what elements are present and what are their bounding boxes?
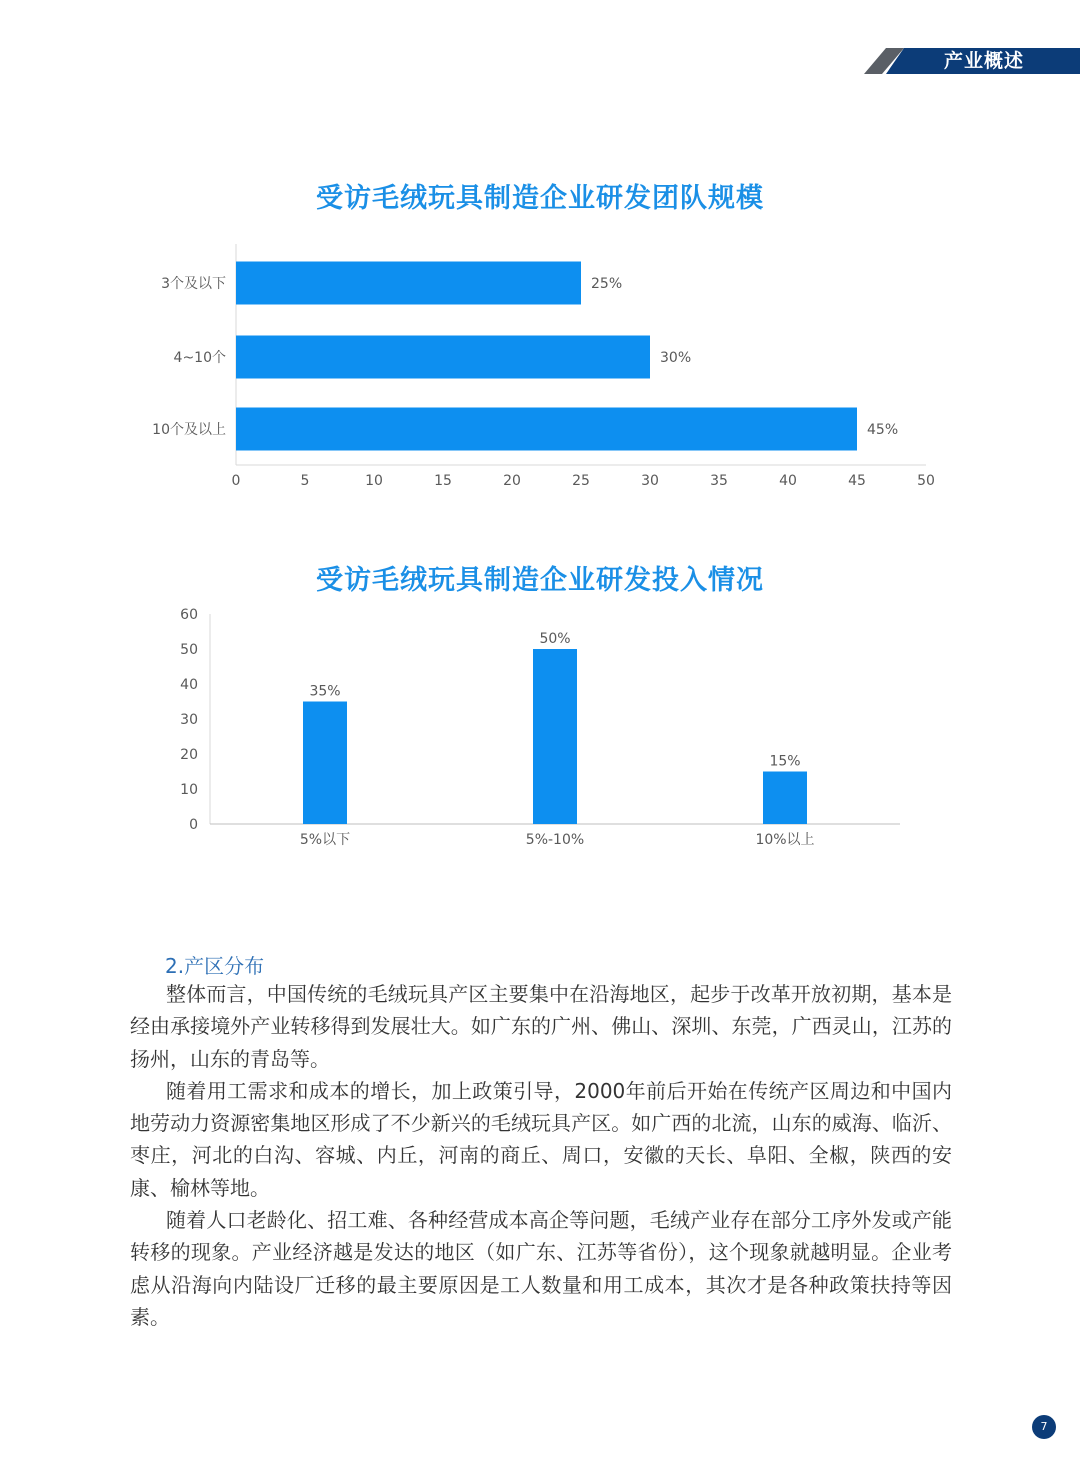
paragraph-1: 整体而言，中国传统的毛绒玩具产区主要集中在沿海地区，起步于改革开放初期，基本是经由承接境外产业转移得到发展壮大。如广东的广州、佛山、深圳、东莞，广西灵山，江苏的扬州，山东的青岛等。 bbox=[130, 982, 952, 1071]
data-label: 25% bbox=[591, 276, 623, 292]
page-number: 7 bbox=[1032, 1415, 1056, 1439]
paragraph-2: 随着用工需求和成本的增长，加上政策引导，2000年前后开始在传统产区周边和中国内地劳动力资源密集地区形成了不少新兴的毛绒玩具产区。如广西的北流，山东的威海、临沂、枣庄，河北的白沟、容城、内丘，河南的商丘、周口，安徽的天长、阜阳、全椒，陕西的安康、榆林等地。 bbox=[130, 1078, 952, 1200]
x-tick-label: 0 bbox=[231, 473, 241, 489]
chart-title-rd-investment: 受访毛绒玩具制造企业研发投入情况 bbox=[316, 565, 764, 596]
y-tick-label: 0 bbox=[189, 817, 198, 833]
bar-1 bbox=[236, 262, 581, 305]
x-tick-label: 10 bbox=[365, 473, 383, 489]
category-label: 4~10个 bbox=[173, 350, 226, 366]
x-tick-label: 25 bbox=[572, 473, 590, 489]
section-header-tab bbox=[864, 48, 1080, 74]
y-tick-label: 60 bbox=[180, 607, 198, 623]
chart-title-team-size: 受访毛绒玩具制造企业研发团队规模 bbox=[316, 183, 764, 214]
y-tick-label: 40 bbox=[180, 677, 198, 693]
category-label: 5%以下 bbox=[299, 832, 351, 848]
category-label: 3个及以下 bbox=[161, 276, 226, 292]
data-label: 15% bbox=[769, 753, 801, 770]
data-label: 35% bbox=[309, 683, 341, 700]
data-label: 50% bbox=[539, 631, 571, 647]
category-label: 10个及以上 bbox=[152, 422, 226, 438]
x-tick-label: 35 bbox=[710, 473, 728, 489]
data-label: 45% bbox=[867, 422, 899, 438]
bar-3 bbox=[763, 772, 807, 825]
x-tick-label: 30 bbox=[641, 473, 659, 489]
bar-1 bbox=[303, 702, 347, 825]
y-tick-label: 50 bbox=[180, 642, 198, 658]
body-text bbox=[130, 978, 952, 1333]
x-tick-label: 20 bbox=[503, 473, 521, 489]
section-heading: 2.产区分布 bbox=[165, 954, 265, 978]
team-size-bar-chart bbox=[0, 230, 1080, 500]
x-tick-label: 15 bbox=[434, 473, 452, 489]
x-tick-label: 40 bbox=[779, 473, 797, 489]
bar-2 bbox=[236, 336, 650, 379]
x-tick-label: 5 bbox=[300, 473, 310, 489]
bar-3 bbox=[236, 408, 857, 451]
rd-investment-bar-chart bbox=[0, 600, 1080, 860]
y-tick-label: 20 bbox=[180, 747, 198, 763]
x-tick-label: 45 bbox=[848, 473, 866, 489]
y-tick-label: 10 bbox=[180, 782, 198, 798]
y-tick-label: 30 bbox=[180, 712, 198, 728]
section-label: 产业概述 bbox=[943, 50, 1024, 72]
category-label: 10%以上 bbox=[755, 832, 815, 848]
paragraph-3: 随着人口老龄化、招工难、各种经营成本高企等问题，毛绒产业存在部分工序外发或产能转移的现象。产业经济越是发达的地区（如广东、江苏等省份），这个现象就越明显。企业考虑从沿海向内陆设厂迁移的最主要原因是工人数量和用工成本，其次才是各种政策扶持等因素。 bbox=[130, 1208, 952, 1329]
x-tick-label: 50 bbox=[917, 473, 935, 489]
category-label: 5%-10% bbox=[525, 832, 585, 848]
bar-2 bbox=[533, 649, 577, 824]
data-label: 30% bbox=[660, 350, 692, 366]
